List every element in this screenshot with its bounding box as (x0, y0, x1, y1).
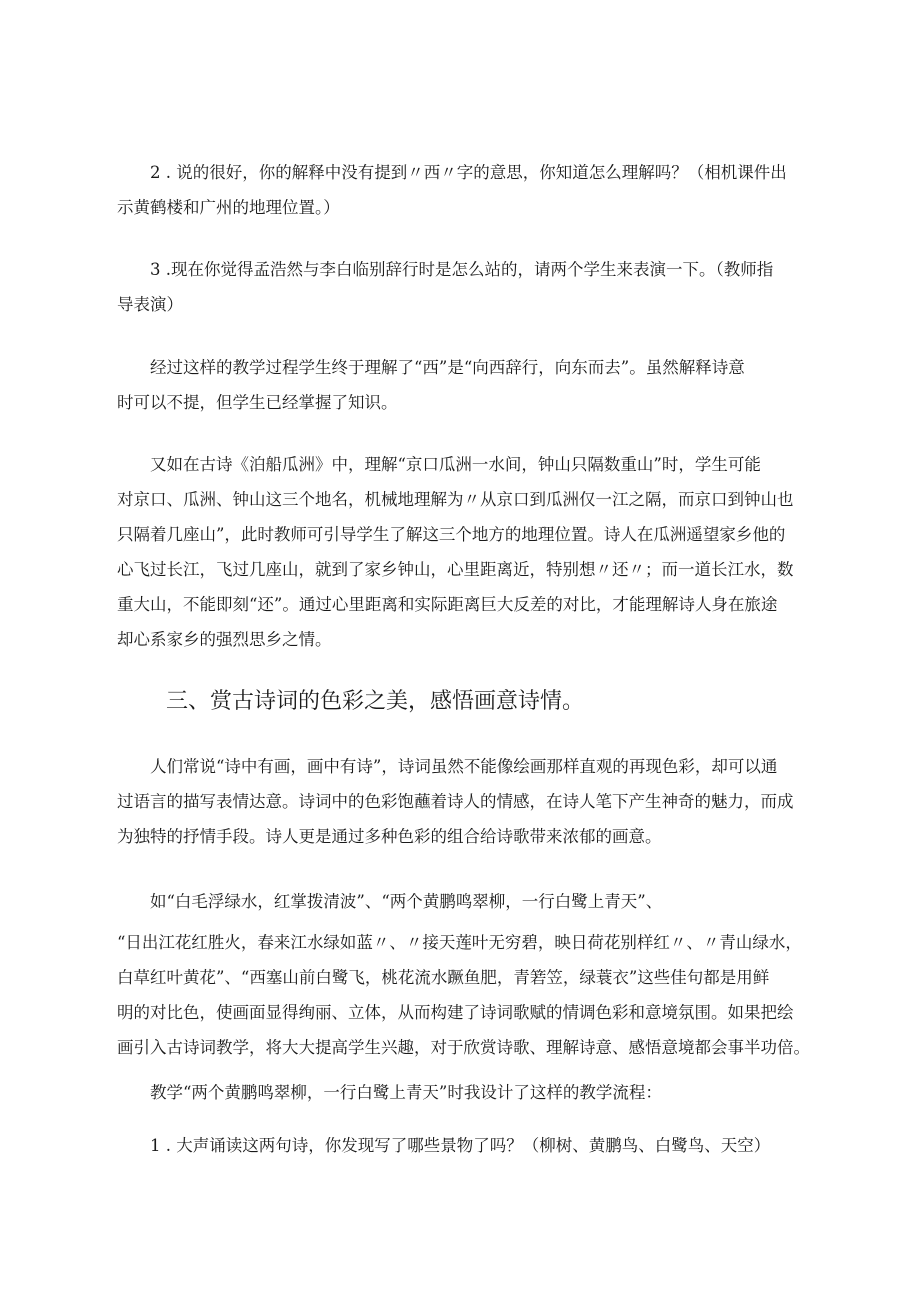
text-line: 教学“两个黄鹏鸣翠柳，一行白鹭上青天”时我设计了这样的教学流程： (150, 1083, 662, 1102)
text-line: 却心系家乡的强烈思乡之情。 (117, 630, 332, 649)
paragraph-color-intro (117, 749, 817, 854)
text-line: 只隔着几座山”，此时教师可引导学生了解这三个地方的地理位置。诗人在瓜洲遥望家乡他的 (117, 525, 786, 544)
text-line: 白草红叶黄花”、“西塞山前白鹭飞，桃花流水蹶鱼肥，青箬笠，绿蓑衣”这些佳句都是用鲜 (117, 968, 770, 987)
text-line: 如“白毛浮绿水，红掌拨清波”、“两个黄鹏鸣翠柳，一行白鹭上青天”、 (150, 892, 663, 911)
text-line: 1 . 大声诵读这两句诗，你发现写了哪些景物了吗？（柳树、黄鹏鸟、白鹭鸟、天空） (150, 1136, 771, 1155)
paragraph-color-examples (117, 884, 817, 1065)
text-line: 对京口、瓜洲、钟山这三个地名，机械地理解为〃从京口到瓜洲仅一江之隔，而京口到钟山也 (117, 490, 794, 509)
text-line: 为独特的抒情手段。诗人更是通过多种色彩的组合给诗歌带来浓郁的画意。 (117, 827, 662, 846)
text-line: 过语言的描写表情达意。诗词中的色彩饱蘸着诗人的情感，在诗人笔下产生神奇的魅力，而成 (117, 792, 794, 811)
text-line: 重大山，不能即刻“还”。通过心里距离和实际距离巨大反差的对比，才能理解诗人身在旅途 (117, 595, 778, 614)
paragraph-step-2 (117, 155, 817, 225)
paragraph-teaching-flow (117, 1075, 817, 1110)
text-line: 经过这样的教学过程学生终于理解了“西”是“向西辞行，向东而去”。虽然解释诗意 (150, 358, 745, 377)
text-line: “日出江花红胜火，春来江水绿如蓝〃、〃接天莲叶无穷碧，映日荷花别样红〃、〃青山绿水， (117, 933, 802, 952)
text-line: 人们常说“诗中有画，画中有诗”，诗词虽然不能像绘画那样直观的再现色彩，却可以通 (150, 757, 778, 776)
paragraph-explanation (117, 350, 817, 420)
text-line: 明的对比色，使画面显得绚丽、立体，从而构建了诗词歌赋的情调色彩和意境氛围。如果把绘 (117, 1003, 794, 1022)
text-line: 心飞过长江，飞过几座山，就到了家乡钟山，心里距离近，特别想〃还〃；而一道长江水，数 (117, 560, 794, 579)
text-line: 又如在古诗《泊船瓜洲》中，理解“京口瓜洲一水间，钟山只隔数重山”时，学生可能 (150, 455, 761, 474)
text-line: 导表演） (117, 295, 183, 314)
text-line: 时可以不提，但学生已经掌握了知识。 (117, 393, 398, 412)
text-line: 2 . 说的很好，你的解释中没有提到〃西〃字的意思，你知道怎么理解吗？（相机课件出 (150, 163, 787, 182)
paragraph-step-3 (117, 252, 817, 322)
paragraph-step-1 (117, 1128, 817, 1163)
text-line: 示黄鹤楼和广州的地理位置。） (117, 198, 340, 217)
text-line: 画引入古诗词教学，将大大提高学生兴趣，对于欣赏诗歌、理解诗意、感悟意境都会事半功倍。 (117, 1038, 810, 1057)
paragraph-example-poem (117, 447, 817, 657)
section-heading: 三、赏古诗词的色彩之美，感悟画意诗情。 (166, 689, 585, 714)
text-line: 3 .现在你觉得孟浩然与李白临别辞行时是怎么站的，请两个学生来表演一下。（教师指 (150, 260, 774, 279)
